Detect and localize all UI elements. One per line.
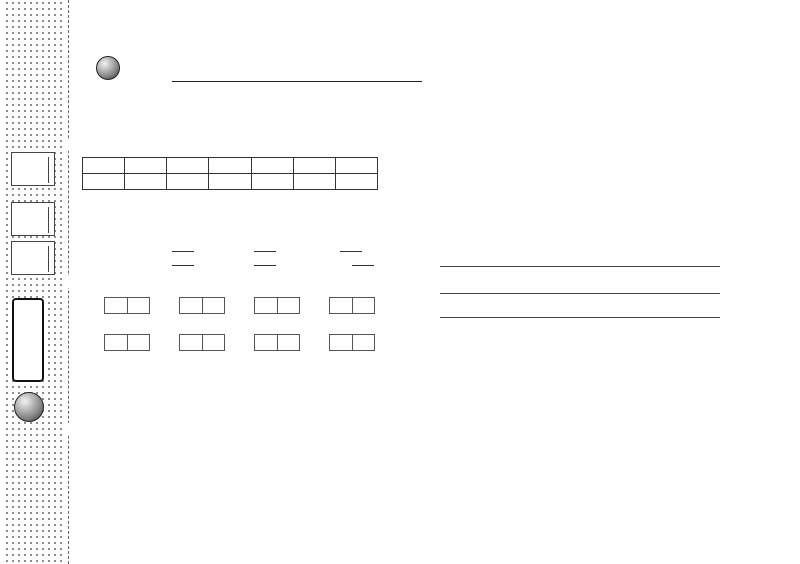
name-field[interactable] xyxy=(11,241,55,275)
character-grid[interactable] xyxy=(254,297,300,314)
score-head-cell xyxy=(167,158,209,174)
score-row-label xyxy=(83,174,125,190)
binding-char-mi xyxy=(63,139,74,151)
score-cell[interactable] xyxy=(209,174,251,190)
score-head-cell xyxy=(83,158,125,174)
score-head-cell xyxy=(125,158,167,174)
q1-answer-blank[interactable] xyxy=(352,258,374,266)
header-rule xyxy=(172,81,422,82)
brand-globe-icon xyxy=(96,56,120,80)
s2-answer-line[interactable] xyxy=(440,266,720,267)
vertical-brand-logo xyxy=(12,298,44,382)
q1-answer-blank[interactable] xyxy=(172,244,194,252)
score-head-cell xyxy=(209,158,251,174)
s2-answer-line[interactable] xyxy=(440,317,720,318)
binding-char-feng xyxy=(63,276,74,288)
school-field[interactable] xyxy=(11,152,55,186)
binding-strip xyxy=(0,0,92,564)
score-cell[interactable] xyxy=(335,174,377,190)
character-grid[interactable] xyxy=(254,334,300,351)
class-field[interactable] xyxy=(11,202,55,236)
character-grid[interactable] xyxy=(104,334,150,351)
score-head-cell xyxy=(293,158,335,174)
character-grid[interactable] xyxy=(104,297,150,314)
score-cell[interactable] xyxy=(293,174,335,190)
score-cell[interactable] xyxy=(167,174,209,190)
score-table xyxy=(82,157,378,190)
score-head-cell xyxy=(251,158,293,174)
q1-answer-blank[interactable] xyxy=(172,258,194,266)
character-grid[interactable] xyxy=(329,297,375,314)
score-cell[interactable] xyxy=(251,174,293,190)
q1-answer-blank[interactable] xyxy=(254,244,276,252)
score-head-cell xyxy=(335,158,377,174)
q1-answer-blank[interactable] xyxy=(254,258,276,266)
character-grid[interactable] xyxy=(179,334,225,351)
q1-answer-blank[interactable] xyxy=(340,244,362,252)
character-grid[interactable] xyxy=(179,297,225,314)
character-grid[interactable] xyxy=(329,334,375,351)
s2-answer-line[interactable] xyxy=(440,293,720,294)
score-cell[interactable] xyxy=(125,174,167,190)
score-input-row xyxy=(83,174,378,190)
binding-char-xian xyxy=(63,423,74,435)
binding-dot-pattern xyxy=(4,0,62,564)
globe-icon xyxy=(14,392,44,422)
score-header-row xyxy=(83,158,378,174)
